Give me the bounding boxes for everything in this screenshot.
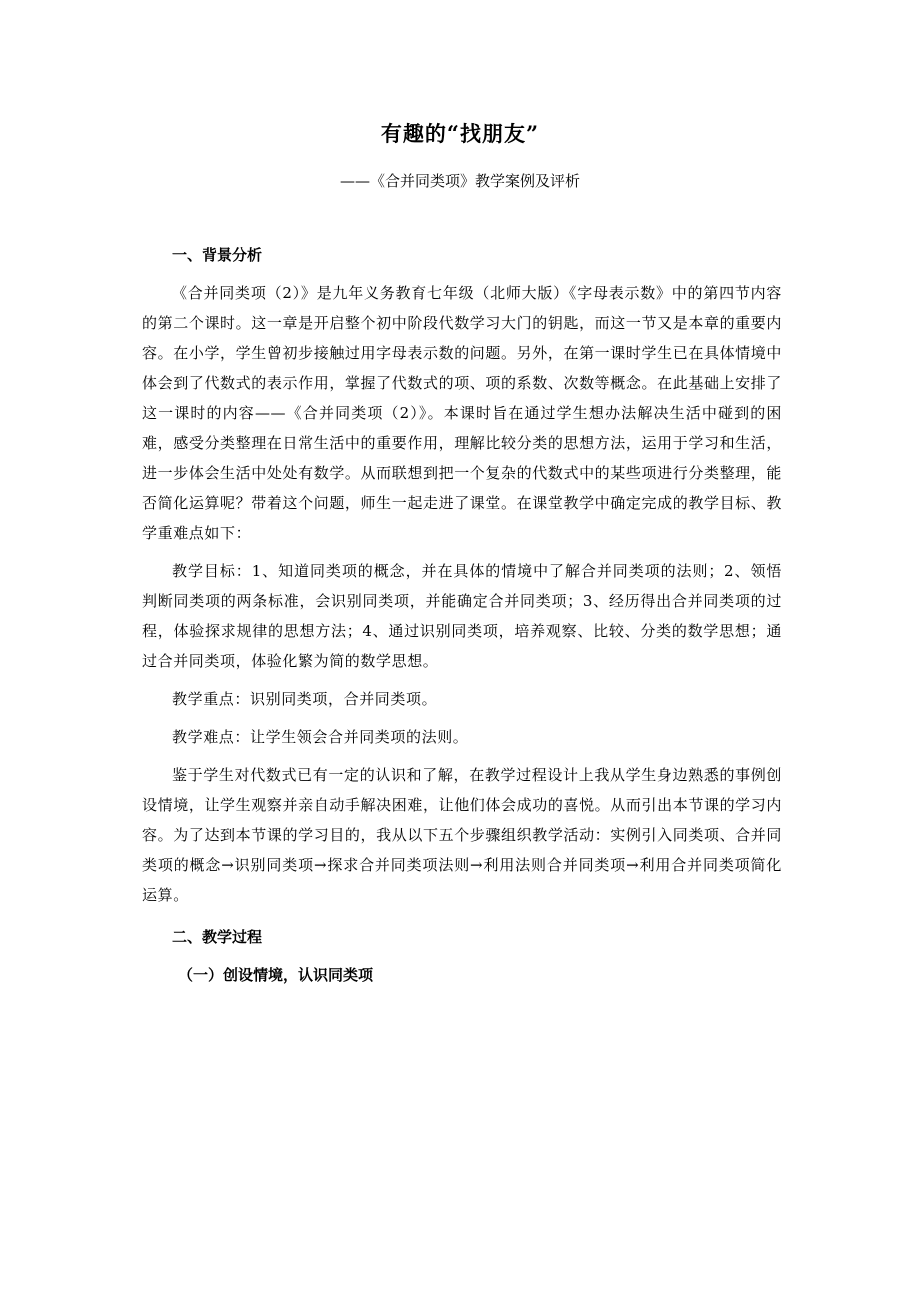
paragraph-teaching-design: 鉴于学生对代数式已有一定的认识和了解，在教学过程设计上我从学生身边熟悉的事例创设情境，让学生观察并亲自动手解决困难，让他们体会成功的喜悦。从而引出本节课的学习内容。为了达到本节课的学习目的，我从以下五个步骤组织教学活动：实例引入同类项、合并同类项的概念→识别同类项→探求合并同类项法则→利用法则合并同类项→利用合并同类项简化运算。 <box>142 766 782 904</box>
paragraph-teaching-goals: 教学目标：1、知道同类项的概念，并在具体的情境中了解合并同类项的法则；2、领悟判断同类项的两条标准，会识别同类项，并能确定合并同类项；3、经历得出合并同类项的过程，体验探求规律的思想方法；4、通过识别同类项，培养观察、比较、分类的数学思想；通过合并同类项，体验化繁为简的数学思想。 <box>142 562 782 670</box>
document-body <box>142 240 782 990</box>
paragraph-background-intro: 《合并同类项（2）》是九年义务教育七年级（北师大版）《字母表示数》中的第四节内容的第二个课时。这一章是开启整个初中阶段代数学习大门的钥匙，而这一节又是本章的重要内容。在小学，学生曾初步接触过用字母表示数的问题。另外，在第一课时学生已在具体情境中体会到了代数式的表示作用，掌握了代数式的项、项的系数、次数等概念。在此基础上安排了这一课时的内容——《合并同类项（2）》。本课时旨在通过学生想办法解决生活中碰到的困难，感受分类整理在日常生活中的重要作用，理解比较分类的思想方法，运用于学习和生活，进一步体会生活中处处有数学。从而联想到把一个复杂的代数式中的某些项进行分类整理，能否简化运算呢？带着这个问题，师生一起走进了课堂。在课堂教学中确定完成的教学目标、教学重难点如下： <box>142 284 782 542</box>
paragraph-teaching-focus: 教学重点：识别同类项，合并同类项。 <box>172 690 438 708</box>
document-subtitle: ——《合并同类项》教学案例及评析 <box>339 172 580 190</box>
section-heading-background: 一、背景分析 <box>172 246 263 264</box>
document-title: 有趣的“找朋友” <box>380 121 540 146</box>
subsection-heading-create-situation: （一）创设情境，认识同类项 <box>178 966 374 984</box>
section-heading-teaching-process: 二、教学过程 <box>172 928 263 946</box>
paragraph-teaching-difficulty: 教学难点：让学生领会合并同类项的法则。 <box>172 728 469 746</box>
